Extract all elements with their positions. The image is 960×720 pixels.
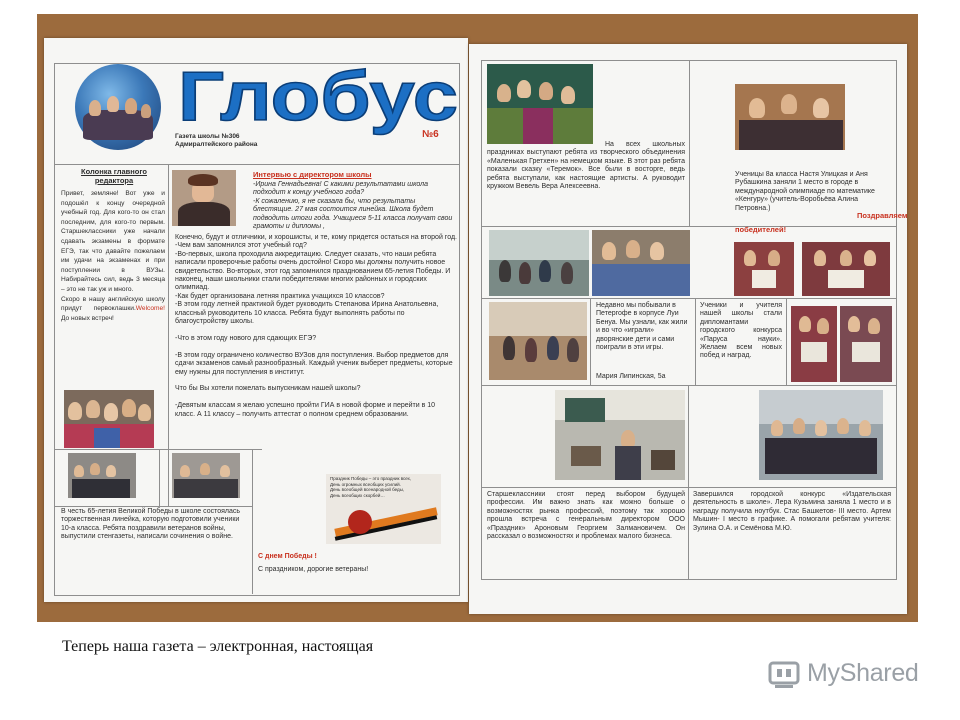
students-photo (64, 390, 154, 448)
divider (688, 385, 689, 579)
interview-intro: -Ирина Геннадьевна! С какими результатами школа подходит к концу учебного года? -К сожалению, я не сказала бы, что результаты блестящие. 27 мая состоится линейка. Школа будет подводить итоги года. Учащиеся 5-11 класса получат свои грамоты и дипломы , (253, 181, 453, 231)
victory-poem: Праздник Победы – это праздник всех, День огромных всеобщих усилий. День всеобщей всенародной беды, День всеобщих скорбей… (330, 476, 412, 498)
classroom-photo (68, 453, 136, 498)
peterhof-text: Недавно мы побывали в Петергофе в корпусе Луи Бенуа. Мы узнали, как жили и во что «играли» дворянские дети и сами поиграли в эти игры. (596, 302, 690, 352)
issue-number: №6 (422, 129, 439, 140)
peterhof-author: Мария Липинская, 5а (596, 373, 666, 380)
myshared-logo (767, 657, 927, 693)
divider (54, 449, 262, 450)
victory-poster (326, 474, 441, 544)
girls-photo (592, 230, 690, 296)
divider (786, 298, 787, 385)
veterans-photo (172, 453, 240, 498)
myshared-logo-text: MyShared (807, 659, 919, 687)
newspaper-left-page (44, 38, 468, 602)
garden-photo (489, 230, 589, 296)
director-photo (172, 170, 236, 226)
school-name: Газета школы №306 Адмиралтейского района (175, 133, 258, 149)
divider (689, 60, 690, 227)
publishing-text: Завершился городской конкурс «Издательская деятельность в школе». Лера Кузьмина заняла 1 место и в награду получила ноутбук. Стас Башкетов- III место. Артем Мышин- I место в графике. А помогали ребятам учителя: Зулина О.А. и Семёнова М.Ю. (693, 491, 893, 532)
divider (54, 164, 459, 165)
olympiad-text: Ученицы 8а класса Настя Улицкая и Аня Рубашкина заняли 1 место в городе в международной олимпиаде по математике «Кенгуру» (учитель-Воробьёва Алина Петровна.) (735, 171, 877, 212)
newspaper-title-text: Глобус (178, 57, 458, 135)
theatre-photo (487, 64, 593, 144)
diploma-photo-2 (802, 242, 890, 296)
interview-heading: Интервью с директором школы (253, 170, 372, 179)
divider (590, 298, 591, 385)
divider (481, 487, 896, 488)
award-photo (759, 390, 883, 480)
contest-photo-2 (840, 306, 892, 382)
theatre-text: На всех школьных праздниках выступают ребята из творческого объединения «Маленькая Гретхен» на немецком языке. В этот раз ребята показали сказку «Теремок». Все были в восторге, ведь ребята выступали, как настоящие артисты. А руководит кружком Вевель Вера Алексеевна. (487, 141, 687, 191)
editor-column-heading: Колонка главного редактора (81, 167, 147, 185)
diploma-photo-1 (734, 242, 794, 296)
victory-greeting: С днем Победы ! (258, 553, 317, 560)
winners-word: победителей! (735, 225, 787, 234)
congrats-word: Поздравляем (857, 211, 908, 220)
peterhof-photo (489, 302, 587, 380)
editor-column-text (61, 189, 165, 379)
myshared-icon (767, 658, 801, 692)
divider (481, 298, 896, 299)
profession-text: Старшеклассники стоят перед выбором будущей профессии. Им важно знать как можно больше о возможностях рынка профессий, поэтому так хорошо прошла встреча с генеральным директором ООО «Праздник» Ароновым Георгием Залмановичем. Он рассказал о возможностях и проблемах малого бизнеса. (487, 491, 687, 541)
veterans-congrats: С праздником, дорогие ветераны! (258, 566, 369, 573)
divider (168, 164, 169, 506)
welcome-word: Welcome! (135, 305, 165, 313)
divider (252, 449, 253, 594)
divider (54, 506, 252, 507)
editor-column-body: Привет, земляне! Вот уже и подошёл к концу очередной учебный год. Для кого-то он стал последним, для кого-то первым. Старшеклассники уже начали сдавать экзамены в формате ЕГЭ, так что давайте пожелаем им удачи на экзаменах и при поступлении в ВУЗы. Набирайтесь сил, ведь 3 месяца – это не так уж и много. Скоро в нашу английскую школу придут первоклашки. (61, 190, 165, 313)
newspaper-photo (37, 14, 918, 622)
newspaper-right-page (469, 44, 907, 614)
contest-photo-1 (791, 306, 837, 382)
divider (695, 298, 696, 385)
interview-body: Конечно, будут и отличники, и хорошисты, и те, кому придется остаться на второй год. -Чем вам запомнился этот учебный год? -Во-первых, школа проходила аккредитацию. Следует сказать, что наши ребята написали проверочные работы очень достойно! Скоро мы должны получить новое свидетельство. Во-вторых, этот год запомнился празднованием 65-летия Победы. И наконец, наши школьники стали победителями многих районных и городских олимпиад. -Как будет организована летняя практика учащихся 10 классов? -В этом году летней практикой будет руководить Степанова Ирина Анатольевна, классный руководитель 10 класса. Ребята будут выполнять работы по благоустройству школы. -Что в этом году нового для сдающих ЕГЭ? -В этом году ограничено количество ВУЗов для поступления. Выбор предметов для сдачи экзаменов самый разнообразный. Каждый ученик выберет предметы, которые ему нужны для поступления в институт. Что бы Вы хотели пожелать выпускникам нашей школы? -Девятым классам я желаю успешно пройти ГИА в новой форме и перейти в 10 класс. А 11 классу – получить аттестат о полном среднем образовании. (175, 234, 457, 418)
editor-column-ending: До новых встреч! (61, 305, 167, 322)
divider (159, 449, 160, 506)
victory-text: В честь 65-летия Великой Победы в школе состоялась торжественная линейка, которую подготовили ученики 10-а класса. Ребята поздравили ветеранов войны, выпустили стенгазеты, написали сочинения о войне. (61, 508, 242, 541)
globe-logo-photo (75, 64, 161, 150)
classroom-meeting-photo (555, 390, 685, 480)
olympiad-photo (735, 84, 845, 150)
contest-text: Ученики и учителя нашей школы стали дипломантами городского конкурса «Паруса науки». Желаем всем новых побед и наград. (700, 302, 784, 360)
slide-caption: Теперь наша газета – электронная, настоящая (62, 638, 374, 655)
